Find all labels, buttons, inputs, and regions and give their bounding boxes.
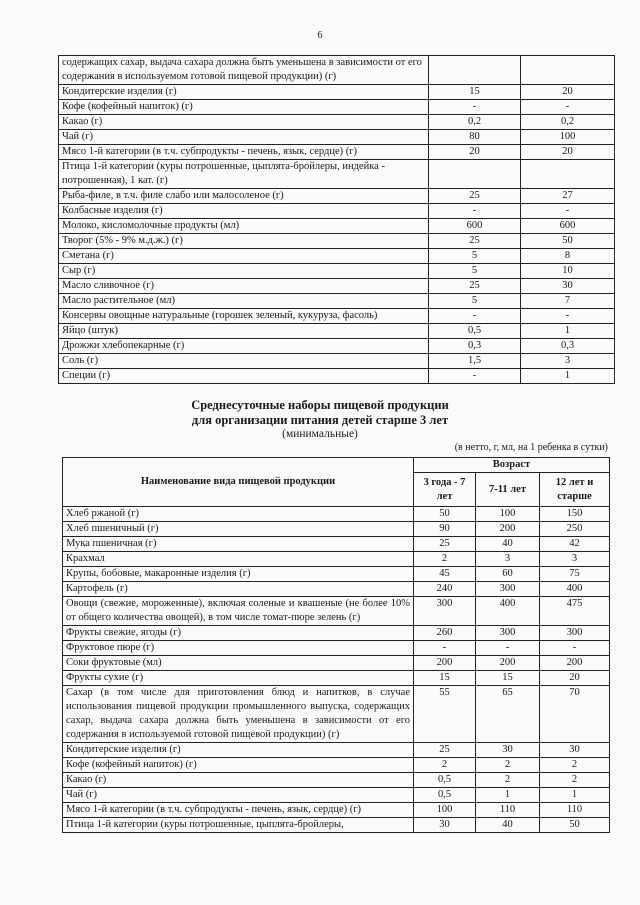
- value-age-3-7: 25: [414, 537, 476, 552]
- value-cell: 8: [521, 249, 615, 264]
- value-cell: [521, 160, 615, 189]
- value-age-12-plus: -: [540, 641, 610, 656]
- value-age-12-plus: 2: [540, 773, 610, 788]
- value-cell: -: [521, 309, 615, 324]
- table-row: [63, 507, 610, 522]
- value-age-12-plus: 50: [540, 818, 610, 833]
- value-cell: 5: [429, 264, 521, 279]
- table-row: [63, 582, 610, 597]
- value-age-3-7: 15: [414, 671, 476, 686]
- value-cell: 0,5: [429, 324, 521, 339]
- value-age-12-plus: 110: [540, 803, 610, 818]
- product-name: Какао (г): [59, 115, 429, 130]
- table-row: [63, 818, 610, 833]
- product-name: содержащих сахар, выдача сахара должна быть уменьшена в зависимости от его содержания в используемом готовой пищевой продукции) (г): [59, 56, 429, 85]
- product-name: Мука пшеничная (г): [63, 537, 414, 552]
- value-age-7-11: 60: [476, 567, 540, 582]
- product-name: Масло растительное (мл): [59, 294, 429, 309]
- section-title-line2: для организации питания детей старше 3 лет: [191, 413, 449, 427]
- product-name: Крахмал: [63, 552, 414, 567]
- product-name: Мясо 1-й категории (в т.ч. субпродукты - печень, язык, сердце) (г): [63, 803, 414, 818]
- value-age-3-7: 0,5: [414, 773, 476, 788]
- value-cell: [429, 160, 521, 189]
- table-row: [59, 294, 615, 309]
- value-cell: 30: [521, 279, 615, 294]
- value-age-3-7: 50: [414, 507, 476, 522]
- value-age-3-7: -: [414, 641, 476, 656]
- value-age-12-plus: 1: [540, 788, 610, 803]
- table-row: [63, 671, 610, 686]
- table-row: [59, 219, 615, 234]
- value-age-7-11: 15: [476, 671, 540, 686]
- value-cell: 20: [521, 145, 615, 160]
- header-age-7-11: 7-11 лет: [476, 473, 540, 507]
- table-row: [59, 249, 615, 264]
- table-row: [63, 803, 610, 818]
- value-age-7-11: 200: [476, 522, 540, 537]
- value-age-7-11: 300: [476, 626, 540, 641]
- section-subtitle: (минимальные): [282, 428, 358, 440]
- value-cell: -: [521, 100, 615, 115]
- product-name: Чай (г): [63, 788, 414, 803]
- product-name: Чай (г): [59, 130, 429, 145]
- table-row: [63, 626, 610, 641]
- product-name: Хлеб пшеничный (г): [63, 522, 414, 537]
- value-cell: 0,2: [521, 115, 615, 130]
- table-row: [63, 552, 610, 567]
- value-cell: 15: [429, 85, 521, 100]
- table-row: [63, 656, 610, 671]
- value-age-12-plus: 75: [540, 567, 610, 582]
- value-cell: 0,3: [521, 339, 615, 354]
- table-row: [59, 264, 615, 279]
- product-name: Кондитерские изделия (г): [63, 743, 414, 758]
- value-cell: 25: [429, 279, 521, 294]
- value-cell: 1,5: [429, 354, 521, 369]
- product-name: Консервы овощные натуральные (горошек зеленый, кукуруза, фасоль): [59, 309, 429, 324]
- value-age-3-7: 300: [414, 597, 476, 626]
- value-age-7-11: 30: [476, 743, 540, 758]
- table-row: [59, 189, 615, 204]
- value-age-3-7: 240: [414, 582, 476, 597]
- value-cell: 25: [429, 189, 521, 204]
- product-name: Дрожжи хлебопекарные (г): [59, 339, 429, 354]
- product-name: Хлеб ржаной (г): [63, 507, 414, 522]
- product-name: Кофе (кофейный напиток) (г): [59, 100, 429, 115]
- value-cell: -: [429, 204, 521, 219]
- page-number: 6: [317, 30, 323, 41]
- product-name: Птица 1-й категории (куры потрошенные, цыплята-бройлеры, индейка - потрошенная), 1 кат. (г): [59, 160, 429, 189]
- value-cell: [521, 56, 615, 85]
- value-age-12-plus: 250: [540, 522, 610, 537]
- value-age-12-plus: 200: [540, 656, 610, 671]
- value-age-7-11: 400: [476, 597, 540, 626]
- value-cell: -: [429, 369, 521, 384]
- table-row: [59, 309, 615, 324]
- table-row: [63, 686, 610, 743]
- value-cell: -: [429, 100, 521, 115]
- table-row: [59, 115, 615, 130]
- header-age-12-plus: 12 лет и старше: [540, 473, 610, 507]
- product-name: Мясо 1-й категории (в т.ч. субпродукты - печень, язык, сердце) (г): [59, 145, 429, 160]
- product-name: Творог (5% - 9% м.д.ж.) (г): [59, 234, 429, 249]
- value-cell: 20: [429, 145, 521, 160]
- value-cell: 20: [521, 85, 615, 100]
- table-row: [59, 369, 615, 384]
- food-table-over-3: [62, 457, 610, 833]
- value-cell: 80: [429, 130, 521, 145]
- value-age-12-plus: 475: [540, 597, 610, 626]
- value-cell: 27: [521, 189, 615, 204]
- product-name: Какао (г): [63, 773, 414, 788]
- product-name: Колбасные изделия (г): [59, 204, 429, 219]
- value-age-3-7: 30: [414, 818, 476, 833]
- value-age-7-11: 200: [476, 656, 540, 671]
- table-row: [59, 56, 615, 85]
- value-cell: 7: [521, 294, 615, 309]
- table-row: [59, 234, 615, 249]
- product-name: Птица 1-й категории (куры потрошенные, цыплята-бройлеры,: [63, 818, 414, 833]
- value-cell: 10: [521, 264, 615, 279]
- value-age-3-7: 200: [414, 656, 476, 671]
- value-age-3-7: 2: [414, 552, 476, 567]
- table-row: [63, 758, 610, 773]
- product-name: Сыр (г): [59, 264, 429, 279]
- value-cell: 100: [521, 130, 615, 145]
- units-note: (в нетто, г, мл, на 1 ребенка в сутки): [454, 442, 608, 453]
- product-name: Яйцо (штук): [59, 324, 429, 339]
- product-name: Фрукты сухие (г): [63, 671, 414, 686]
- value-age-7-11: 300: [476, 582, 540, 597]
- value-age-7-11: -: [476, 641, 540, 656]
- value-age-7-11: 3: [476, 552, 540, 567]
- header-age-3-7: 3 года - 7 лет: [414, 473, 476, 507]
- product-name: Фрукты свежие, ягоды (г): [63, 626, 414, 641]
- table-row: [59, 100, 615, 115]
- table-row: [59, 85, 615, 100]
- table-row: [63, 743, 610, 758]
- value-age-3-7: 45: [414, 567, 476, 582]
- value-age-12-plus: 30: [540, 743, 610, 758]
- value-cell: 600: [521, 219, 615, 234]
- value-age-3-7: 55: [414, 686, 476, 743]
- value-cell: 0,2: [429, 115, 521, 130]
- product-name: Рыба-филе, в т.ч. филе слабо или малосоленое (г): [59, 189, 429, 204]
- table-row: [63, 522, 610, 537]
- table-row: [63, 788, 610, 803]
- table-row: [59, 354, 615, 369]
- value-age-12-plus: 20: [540, 671, 610, 686]
- product-name: Масло сливочное (г): [59, 279, 429, 294]
- product-name: Сахар (в том числе для приготовления блюд и напитков, в случае использования пищевой продукции промышленного выпуска, содержащих сахар, выдача сахара должна быть уменьшена в зависимости от его содержания в используемой готовой пищевой продукции) (г): [63, 686, 414, 743]
- product-name: Крупы, бобовые, макаронные изделия (г): [63, 567, 414, 582]
- value-age-12-plus: 3: [540, 552, 610, 567]
- product-name: Сметана (г): [59, 249, 429, 264]
- value-age-3-7: 260: [414, 626, 476, 641]
- value-age-3-7: 2: [414, 758, 476, 773]
- value-age-7-11: 40: [476, 818, 540, 833]
- value-cell: 1: [521, 324, 615, 339]
- value-cell: -: [521, 204, 615, 219]
- table-row: [59, 160, 615, 189]
- value-age-3-7: 25: [414, 743, 476, 758]
- value-cell: 0,3: [429, 339, 521, 354]
- table-row: [59, 324, 615, 339]
- value-cell: 25: [429, 234, 521, 249]
- value-age-12-plus: 2: [540, 758, 610, 773]
- table-row: [59, 130, 615, 145]
- food-table-continued: [58, 55, 615, 384]
- value-age-3-7: 0,5: [414, 788, 476, 803]
- value-age-7-11: 100: [476, 507, 540, 522]
- value-cell: [429, 56, 521, 85]
- product-name: Картофель (г): [63, 582, 414, 597]
- table-row: [63, 567, 610, 582]
- value-age-12-plus: 400: [540, 582, 610, 597]
- value-age-12-plus: 300: [540, 626, 610, 641]
- value-age-7-11: 110: [476, 803, 540, 818]
- value-cell: 600: [429, 219, 521, 234]
- header-product-name: Наименование вида пищевой продукции: [63, 458, 414, 507]
- value-cell: 50: [521, 234, 615, 249]
- value-age-7-11: 1: [476, 788, 540, 803]
- product-name: Овощи (свежие, мороженные), включая соленые и квашеные (не более 10% от общего количества овощей), в том числе томат-пюре зелень (г): [63, 597, 414, 626]
- product-name: Соль (г): [59, 354, 429, 369]
- value-age-3-7: 90: [414, 522, 476, 537]
- product-name: Молоко, кисломолочные продукты (мл): [59, 219, 429, 234]
- table-row: [59, 279, 615, 294]
- product-name: Кофе (кофейный напиток) (г): [63, 758, 414, 773]
- product-name: Соки фруктовые (мл): [63, 656, 414, 671]
- table-row: [63, 773, 610, 788]
- product-name: Специи (г): [59, 369, 429, 384]
- table-row: [63, 597, 610, 626]
- value-age-7-11: 2: [476, 758, 540, 773]
- table-row: [63, 537, 610, 552]
- value-cell: 3: [521, 354, 615, 369]
- value-cell: -: [429, 309, 521, 324]
- value-age-3-7: 100: [414, 803, 476, 818]
- value-age-7-11: 65: [476, 686, 540, 743]
- value-age-12-plus: 150: [540, 507, 610, 522]
- value-age-12-plus: 42: [540, 537, 610, 552]
- table-row: [59, 339, 615, 354]
- value-cell: 5: [429, 294, 521, 309]
- table-row: [59, 145, 615, 160]
- value-age-7-11: 40: [476, 537, 540, 552]
- product-name: Фруктовое пюре (г): [63, 641, 414, 656]
- header-age-group: Возраст: [414, 458, 610, 473]
- section-title-line1: Среднесуточные наборы пищевой продукции: [191, 398, 449, 412]
- table-row: [59, 204, 615, 219]
- table-row: [63, 641, 610, 656]
- value-cell: 5: [429, 249, 521, 264]
- product-name: Кондитерские изделия (г): [59, 85, 429, 100]
- value-age-12-plus: 70: [540, 686, 610, 743]
- value-cell: 1: [521, 369, 615, 384]
- value-age-7-11: 2: [476, 773, 540, 788]
